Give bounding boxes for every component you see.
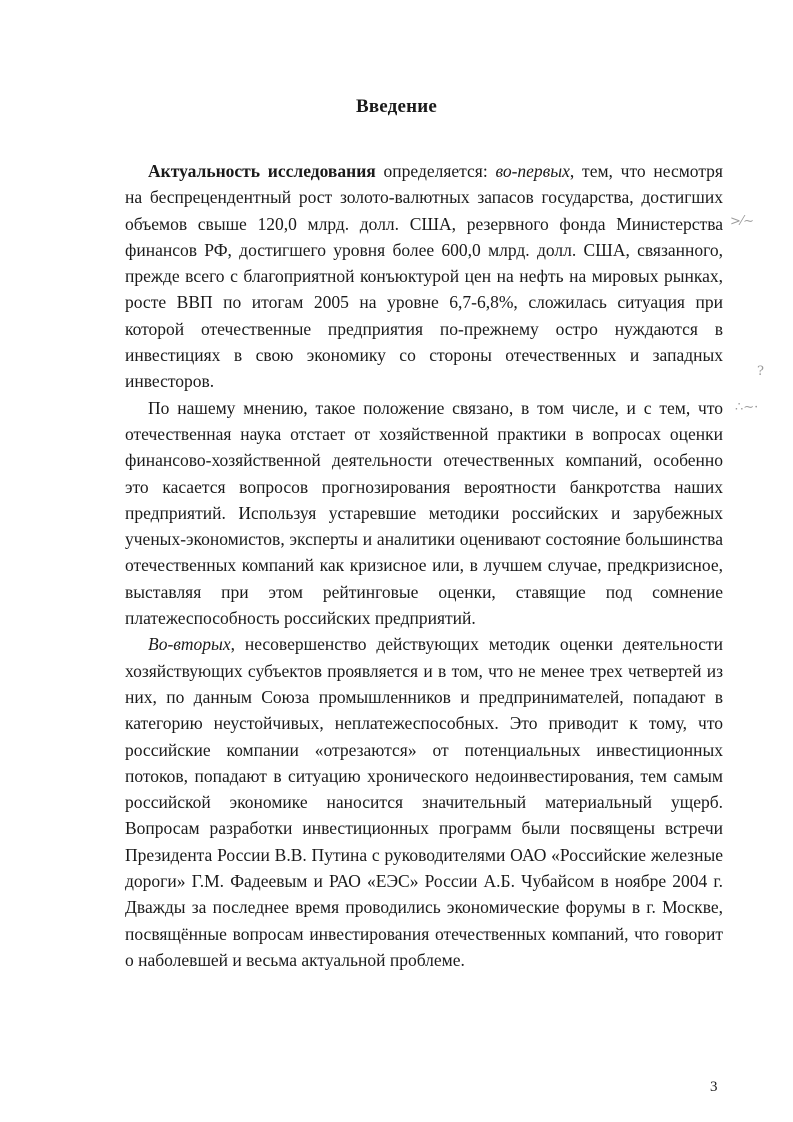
paragraph-secondly [125,631,723,973]
body-text [125,158,723,973]
relevance-text-b: , тем, что несмотря на беспрецендентный рост золото-валютных запасов государства, достигших объемов свыше 120,0 млрд. долл. США, резервного фонда Министерства финансов РФ, достигшего уровня более 600,0 млрд. долл. США, связанного, прежде всего с благоприятной конъюктурой цен на нефть на мировых рынках, росте ВВП по итогам 2005 на уровне 6,7-6,8%, сложилась ситуация при которой отечественные предприятия по-прежнему остро нуждаются в инвестициях в свою экономику со стороны отечественных и западных инвесторов. [125,161,723,392]
margin-scribble-2: ∴∼· [735,400,759,415]
margin-scribble: >⁄∼ [730,214,754,229]
secondly-text: , несовершенство действующих методик оценки деятельности хозяйствующих субъектов проявляется и в том, что не менее трех четвертей из них, по данным Союза промышленников и предпринимателей, попадают в категорию неустойчивых, неплатежеспособных. Это приводит к тому, что российские компании «отрезаются» от потенциальных инвестиционных потоков, попадают в ситуацию хронического недоинвестирования, тем самым российской экономике наносится значительный материальный ущерб. Вопросам разработки инвестиционных программ были посвящены встречи Президента России В.В. Путина с руководителями ОАО «Российские железные дороги» Г.М. Фадеевым и РАО «ЕЭС» России А.Б. Чубайсом в ноябре 2004 г. Дважды за последнее время проводились экономические форумы в г. Москве, посвящённые вопросам инвестирования отечественных компаний, что говорит о наболевшей и весьма актуальной проблеме. [125,634,723,970]
relevance-lead: Актуальность исследования [148,161,376,181]
firstly-label: во-первых [495,161,570,181]
secondly-label: Во-вторых [148,634,231,655]
page-title: Введение [355,96,438,117]
margin-mark: ? [757,364,764,379]
relevance-text-a: определяется: [375,161,496,181]
paragraph-relevance [125,158,723,395]
paragraph-opinion: По нашему мнению, такое положение связано, в том числе, и с тем, что отечественная наука отстает от хозяйственной практики в вопросах оценки финансово-хозяйственной деятельности отечественных компаний, особенно это касается вопросов прогнозирования вероятности банкротства наших предприятий. Используя устаревшие методики российских и зарубежных ученых-экономистов, эксперты и аналитики оценивают состояние большинства отечественных компаний как кризисное или, в лучшем случае, предкризисное, выставляя при этом рейтинговые оценки, ставящие под сомнение платежеспособность российских предприятий. [125,397,723,629]
page-number: 3 [710,1079,718,1095]
